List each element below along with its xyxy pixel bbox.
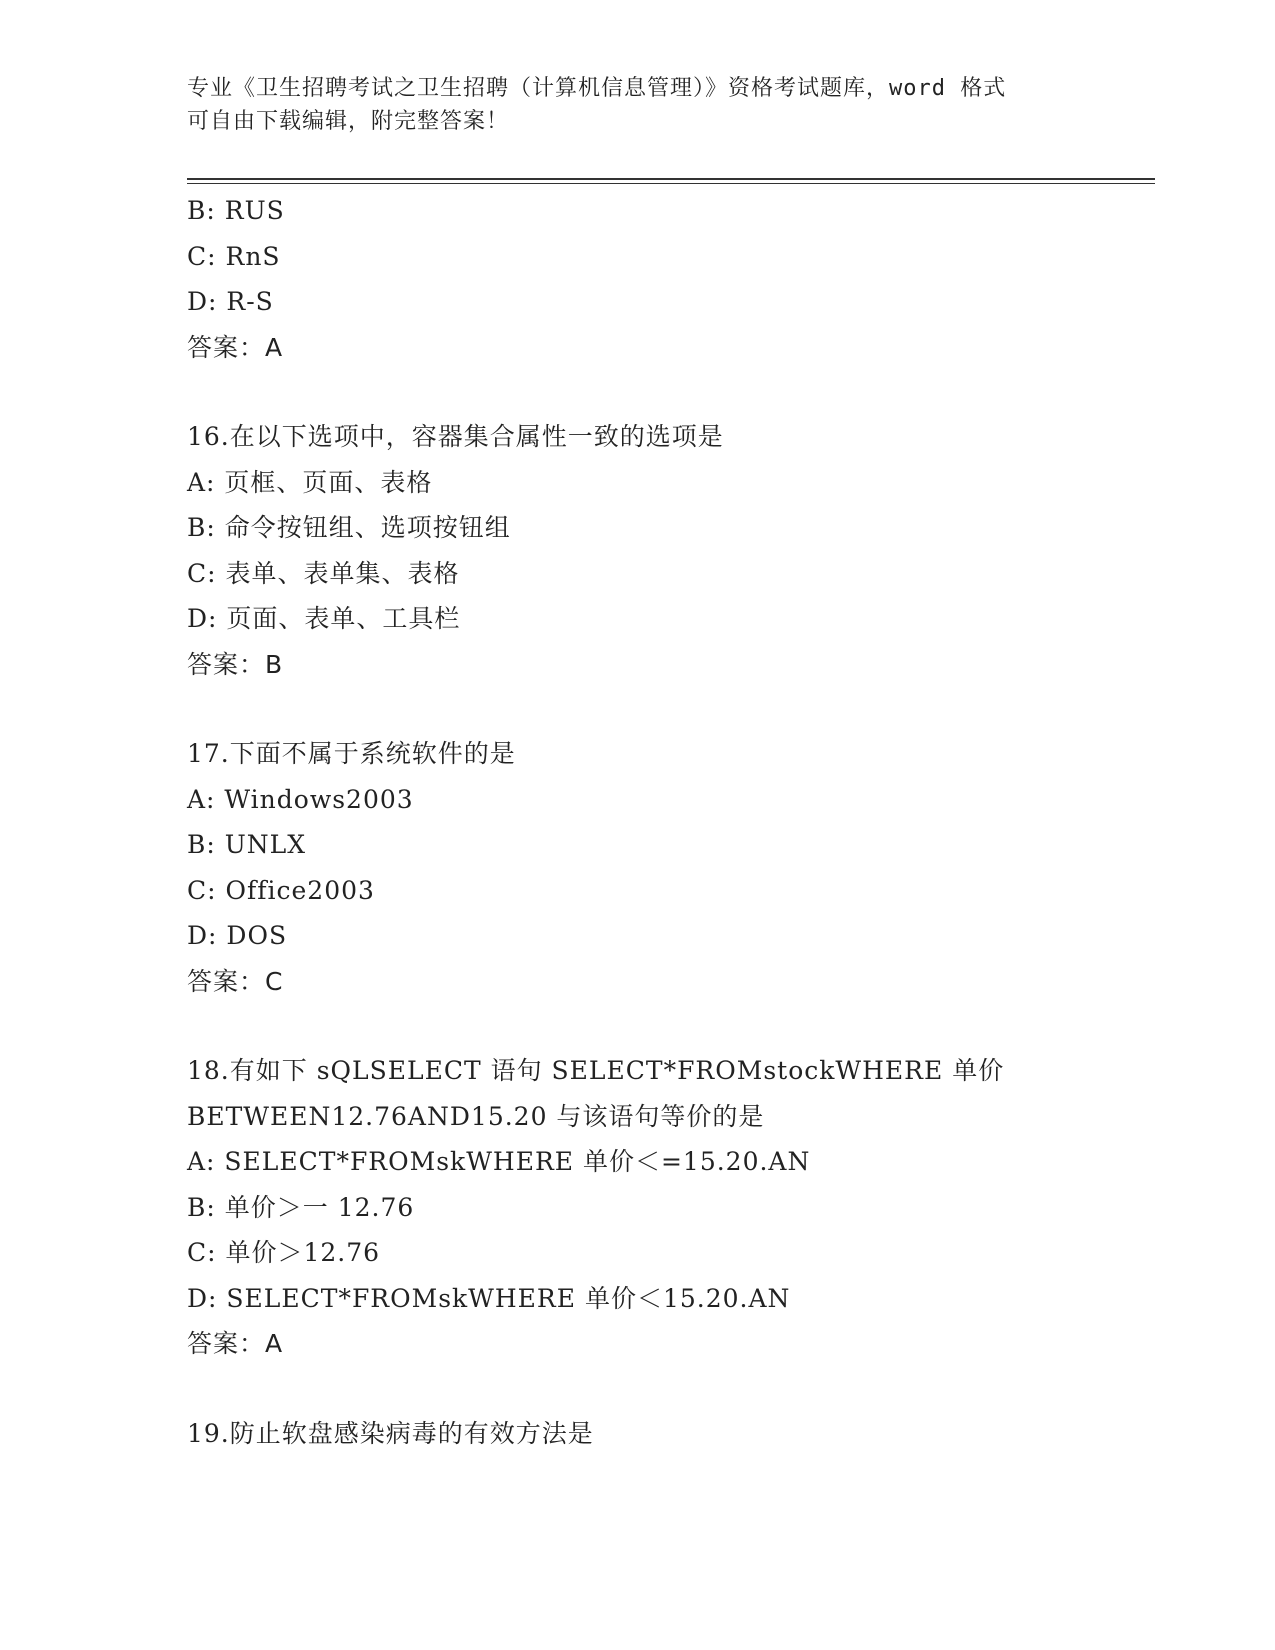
option-c: C: Office2003	[187, 875, 375, 905]
question-list	[187, 188, 1167, 1456]
question-stem-continued: BETWEEN12.76AND15.20 与该语句等价的是	[187, 1101, 765, 1131]
header-divider-thick	[187, 178, 1155, 180]
question-block-19	[187, 1411, 1167, 1457]
document-header	[187, 72, 1087, 138]
header-title-line-2: 可自由下载编辑，附完整答案！	[187, 109, 510, 134]
spacer	[187, 1004, 1167, 1048]
option-d: D: R-S	[187, 287, 274, 316]
option-d: D: SELECT*FROMskWHERE 单价＜15.20.AN	[187, 1283, 791, 1313]
header-divider-thin	[187, 183, 1155, 184]
option-a: A: Windows2003	[187, 784, 414, 814]
question-block-17	[187, 731, 1167, 1004]
option-c: C: 单价＞12.76	[187, 1238, 381, 1267]
question-stem: 18.有如下 sQLSELECT 语句 SELECT*FROMstockWHERE 单价	[187, 1056, 1005, 1085]
question-block-16	[187, 414, 1167, 687]
question-stem: 16.在以下选项中，容器集合属性一致的选项是	[187, 422, 724, 451]
option-d: D: DOS	[187, 921, 288, 950]
question-block-18	[187, 1048, 1167, 1367]
option-a: A: SELECT*FROMskWHERE 单价＜=15.20.AN	[187, 1147, 811, 1176]
spacer	[187, 370, 1167, 414]
spacer	[187, 1367, 1167, 1411]
question-block-15-tail	[187, 188, 1167, 370]
option-a: A: 页框、页面、表格	[187, 467, 433, 497]
option-b: B: UNLX	[187, 830, 307, 859]
answer-line: 答案：B	[187, 649, 284, 679]
option-b: B: RUS	[187, 196, 285, 225]
answer-line: 答案：C	[187, 966, 284, 996]
option-c: C: 表单、表单集、表格	[187, 558, 460, 588]
spacer	[187, 687, 1167, 731]
option-c: C: RnS	[187, 241, 281, 271]
question-stem: 17.下面不属于系统软件的是	[187, 739, 516, 768]
question-stem: 19.防止软盘感染病毒的有效方法是	[187, 1418, 594, 1448]
option-b: B: 单价＞一 12.76	[187, 1192, 415, 1222]
answer-line: 答案：A	[187, 1329, 284, 1358]
option-b: B: 命令按钮组、选项按钮组	[187, 513, 511, 542]
header-title-line-1: 专业《卫生招聘考试之卫生招聘（计算机信息管理）》资格考试题库，word 格式	[187, 76, 1007, 101]
option-d: D: 页面、表单、工具栏	[187, 604, 461, 633]
answer-line: 答案：A	[187, 332, 284, 362]
